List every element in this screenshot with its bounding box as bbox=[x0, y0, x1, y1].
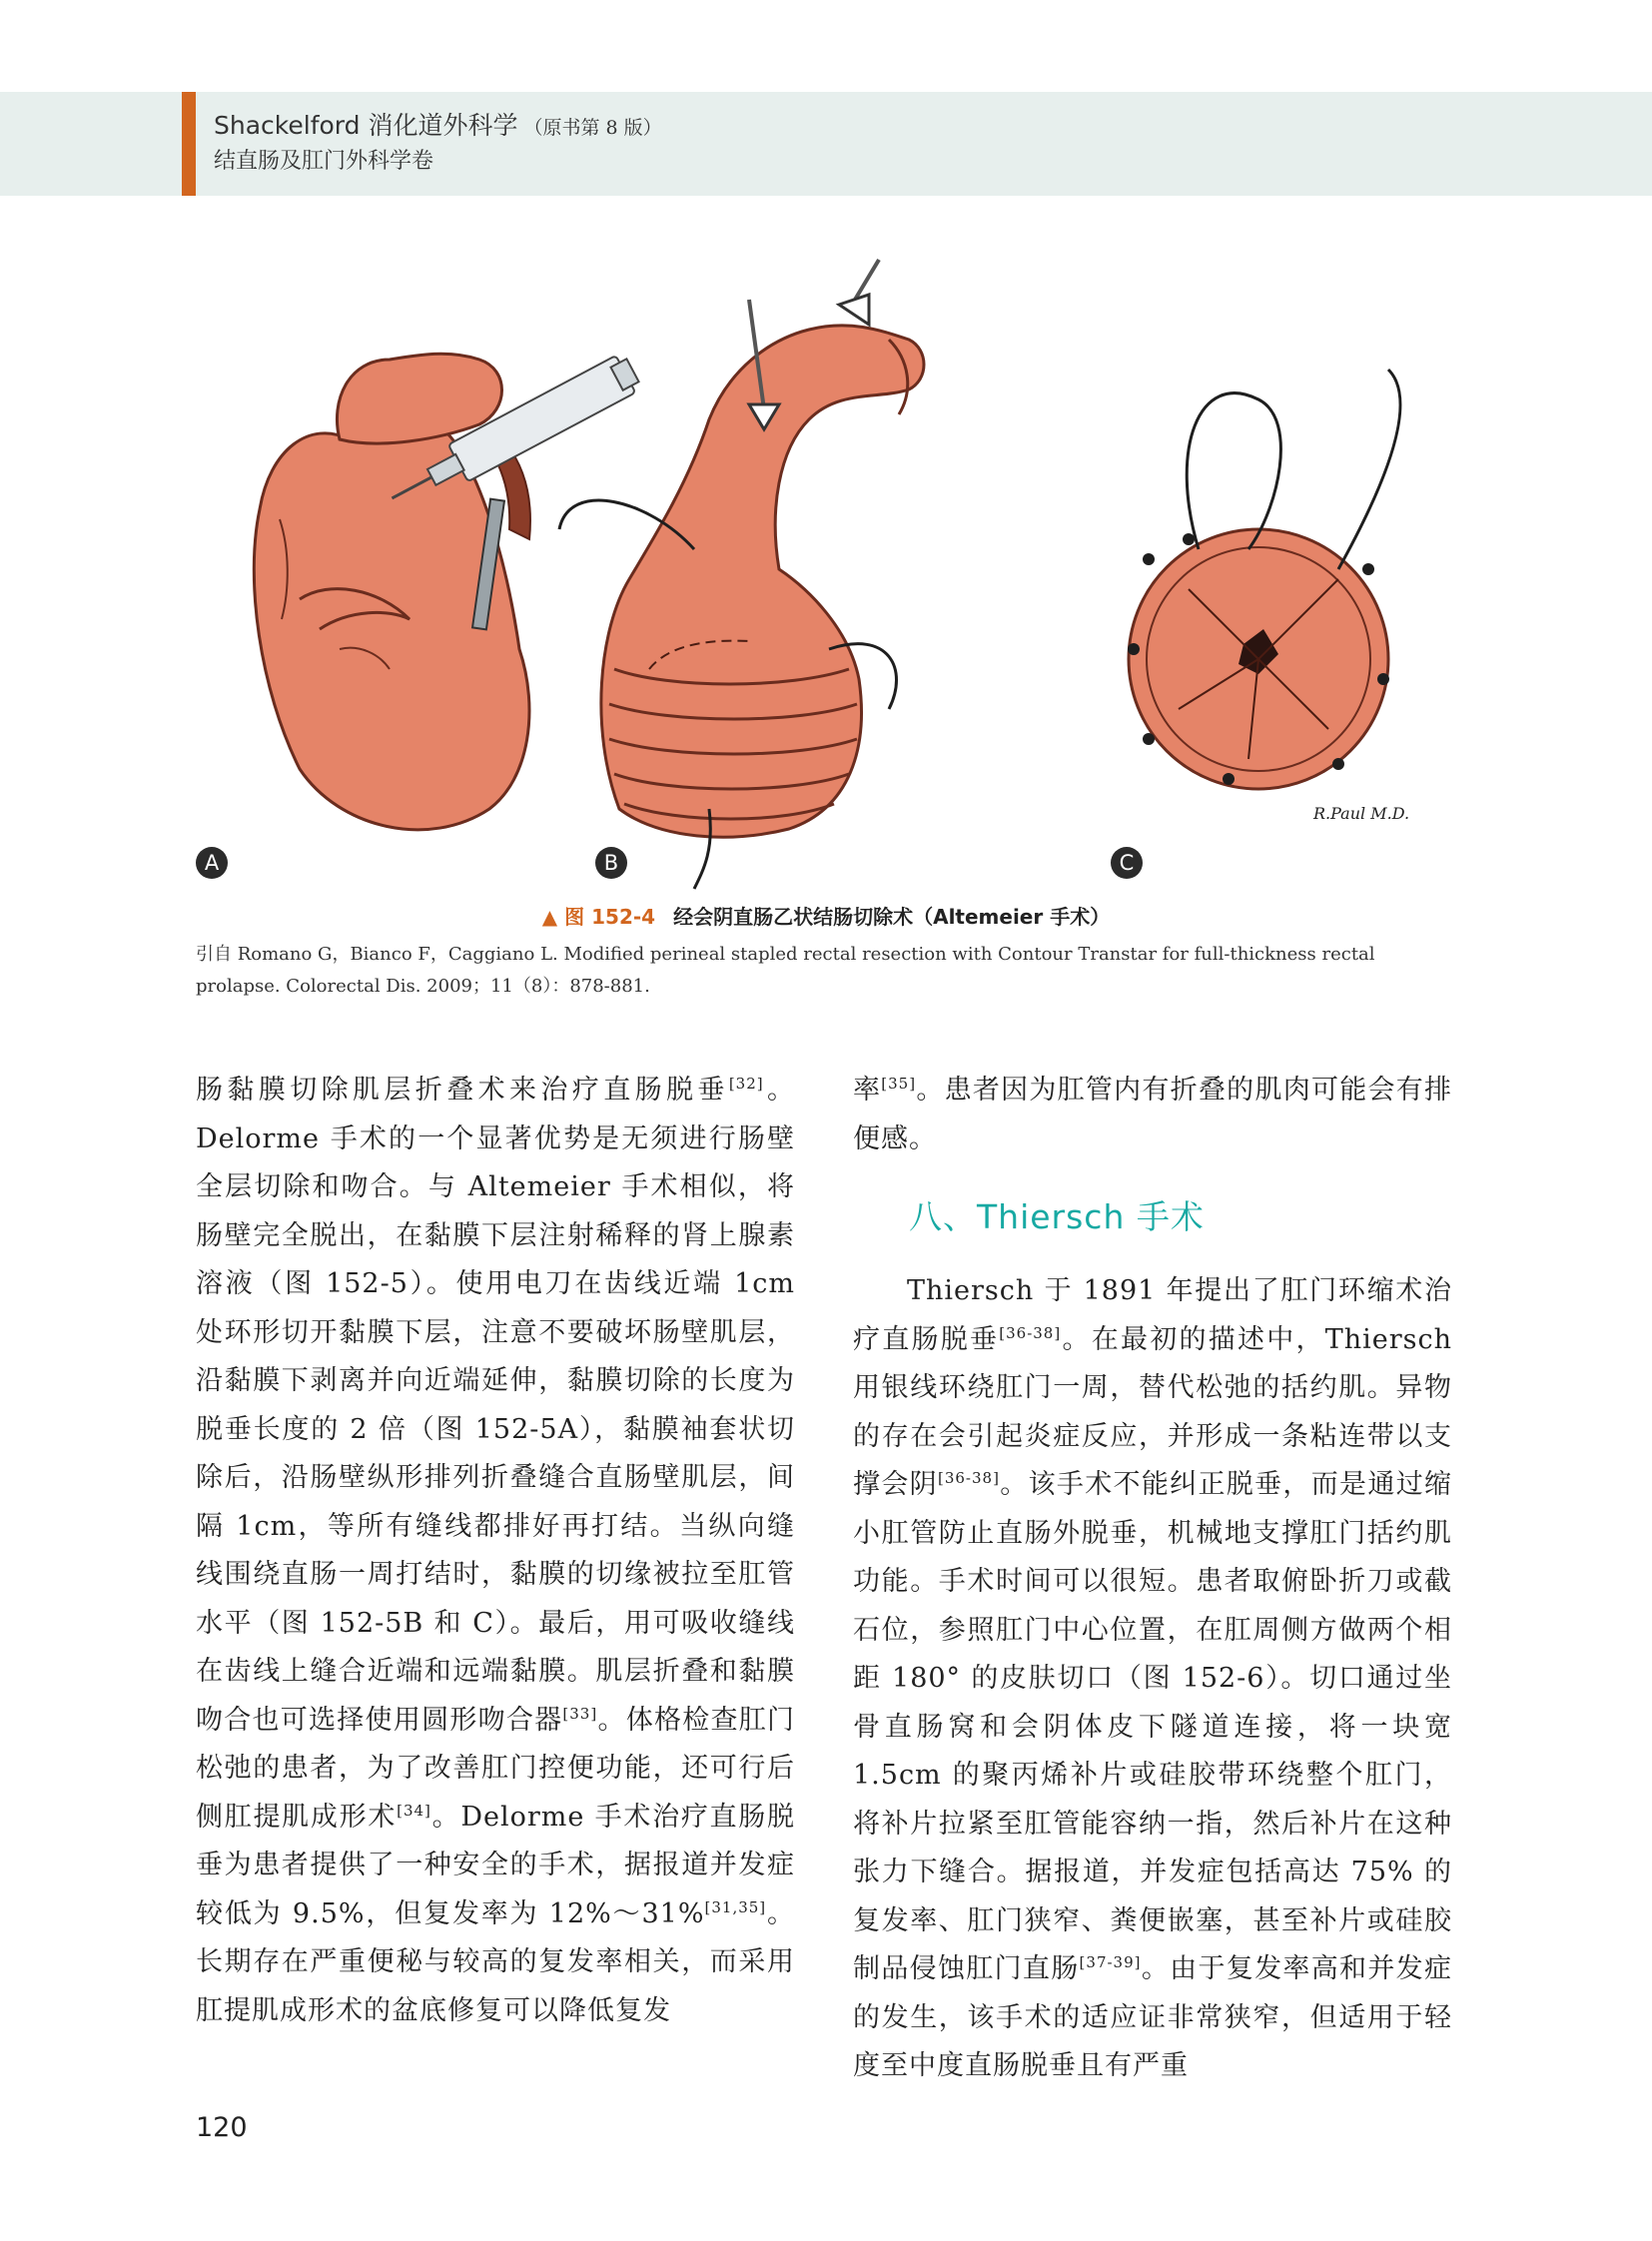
text-run: 。长期存在严重便秘与较高的复发率相关，而采用肛提肌成形术的盆底修复可以降低复发 bbox=[196, 1897, 795, 2026]
illustrator-signature: R.Paul M.D. bbox=[1313, 804, 1410, 823]
text-run: 。Delorme 手术的一个显著优势是无须进行肠壁全层切除和吻合。与 Altemeier 手术相似，将肠壁完全脱出，在黏膜下层注射稀释的肾上腺素溶液（图 152-5）。使用电刀在齿线近端 1cm 处环形切开黏膜下层，注意不要破坏肠壁肌层，沿黏膜下剥离并向近端延伸，黏膜切除的长度为脱垂长度的 2 倍（图 152-5A），黏膜袖套状切除后，沿肠壁纵形排列折叠缝合直肠壁肌层，间隔 1cm，等所有缝线都排好再打结。当纵向缝线围绕直肠一周打结时，黏膜的切缘被拉至肛管水平（图 152-5B 和 C）。最后，用可吸收缝线在齿线上缝合近端和远端黏膜。肌层折叠和黏膜吻合也可选择使用圆形吻合器 bbox=[196, 1075, 796, 1736]
panel-label-a: A bbox=[196, 847, 228, 879]
caption-text: 经会阴直肠乙状结肠切除术（Altemeier 手术） bbox=[673, 905, 1111, 929]
book-edition: （原书第 8 版） bbox=[523, 117, 662, 139]
figure-source: 引自 Romano G，Bianco F，Caggiano L. Modified perineal stapled rectal resection with Contour Transtar for full-thickness rectal prolapse. Colorectal Dis. 2009；11（8）：878-881. bbox=[196, 944, 1375, 997]
caption-number: 图 152-4 bbox=[564, 905, 656, 929]
panel-c-illustration bbox=[1128, 370, 1409, 823]
panel-a-illustration bbox=[254, 352, 642, 830]
right-paragraph-2 bbox=[853, 1267, 1452, 2091]
text-run: 率 bbox=[853, 1075, 882, 1106]
panel-label-c: C bbox=[1111, 847, 1143, 879]
figure-caption bbox=[0, 901, 1652, 930]
book-title bbox=[214, 106, 662, 142]
citation-ref: [34] bbox=[397, 1801, 431, 1820]
citation-ref: [36-38] bbox=[937, 1469, 1000, 1487]
caption-triangle-icon: ▲ bbox=[541, 905, 558, 929]
panel-b-illustration bbox=[559, 260, 924, 889]
text-run: 。患者因为肛管内有折叠的肌肉可能会有排便感。 bbox=[853, 1075, 1453, 1154]
left-column bbox=[196, 1067, 795, 2035]
section-title: 八、Thiersch 手术 bbox=[909, 1197, 1205, 1236]
volume-title: 结直肠及肛门外科学卷 bbox=[214, 149, 434, 174]
book-title-text: Shackelford 消化道外科学 bbox=[214, 111, 518, 140]
citation-ref: [37-39] bbox=[1079, 1953, 1142, 1971]
left-paragraph-1 bbox=[196, 1067, 795, 2035]
right-paragraph-1 bbox=[853, 1067, 1452, 1163]
text-run: 。Delorme 手术治疗直肠脱垂为患者提供了一种安全的手术，据报道并发症较低为 9.5%，但复发率为 12%～31% bbox=[196, 1801, 796, 1929]
citation-ref: [32] bbox=[728, 1075, 764, 1093]
text-run: 。该手术不能纠正脱垂，而是通过缩小肛管防止直肠外脱垂，机械地支撑肛门括约肌功能。手术时间可以很短。患者取俯卧折刀或截石位，参照肛门中心位置，在肛周侧方做两个相距 180° 的皮肤切口（图 152-6）。切口通过坐骨直肠窝和会阴体皮下隧道连接，将一块宽 1.5cm 的聚丙烯补片或硅胶带环绕整个肛门，将补片拉紧至肛管能容纳一指，然后补片在这种张力下缝合。据报道，并发症包括高达 75% 的复发率、肛门狭窄、粪便嵌塞，甚至补片或硅胶制品侵蚀肛门直肠 bbox=[853, 1469, 1453, 1984]
text-run: 。体格检查肛门松弛的患者，为了改善肛门控便功能，还可行后侧肛提肌成形术 bbox=[196, 1704, 796, 1833]
header-accent-bar bbox=[182, 92, 196, 196]
panel-label-b: B bbox=[595, 847, 627, 879]
citation-ref: [36-38] bbox=[999, 1323, 1062, 1342]
text-run: 肠黏膜切除肌层折叠术来治疗直肠脱垂 bbox=[196, 1075, 729, 1106]
text-run: 。由于复发率高和并发症的发生，该手术的适应证非常狭窄，但适用于轻度至中度直肠脱垂且有严重 bbox=[853, 1953, 1453, 2081]
figure-illustration bbox=[190, 250, 1462, 909]
citation-ref: [35] bbox=[881, 1075, 917, 1093]
text-run: Thiersch 于 1891 年提出了肛门环缩术治疗直肠脱垂 bbox=[853, 1275, 1452, 1355]
surgical-figure bbox=[190, 250, 1462, 909]
right-column bbox=[853, 1067, 1452, 2091]
citation-ref: [31,35] bbox=[704, 1897, 767, 1916]
running-header bbox=[0, 92, 1652, 196]
citation-ref: [33] bbox=[562, 1704, 598, 1723]
page-number: 120 bbox=[196, 2112, 248, 2143]
text-run: 。在最初的描述中，Thiersch 用银线环绕肛门一周，替代松弛的括约肌。异物的存在会引起炎症反应，并形成一条粘连带以支撑会阴 bbox=[853, 1323, 1452, 1500]
